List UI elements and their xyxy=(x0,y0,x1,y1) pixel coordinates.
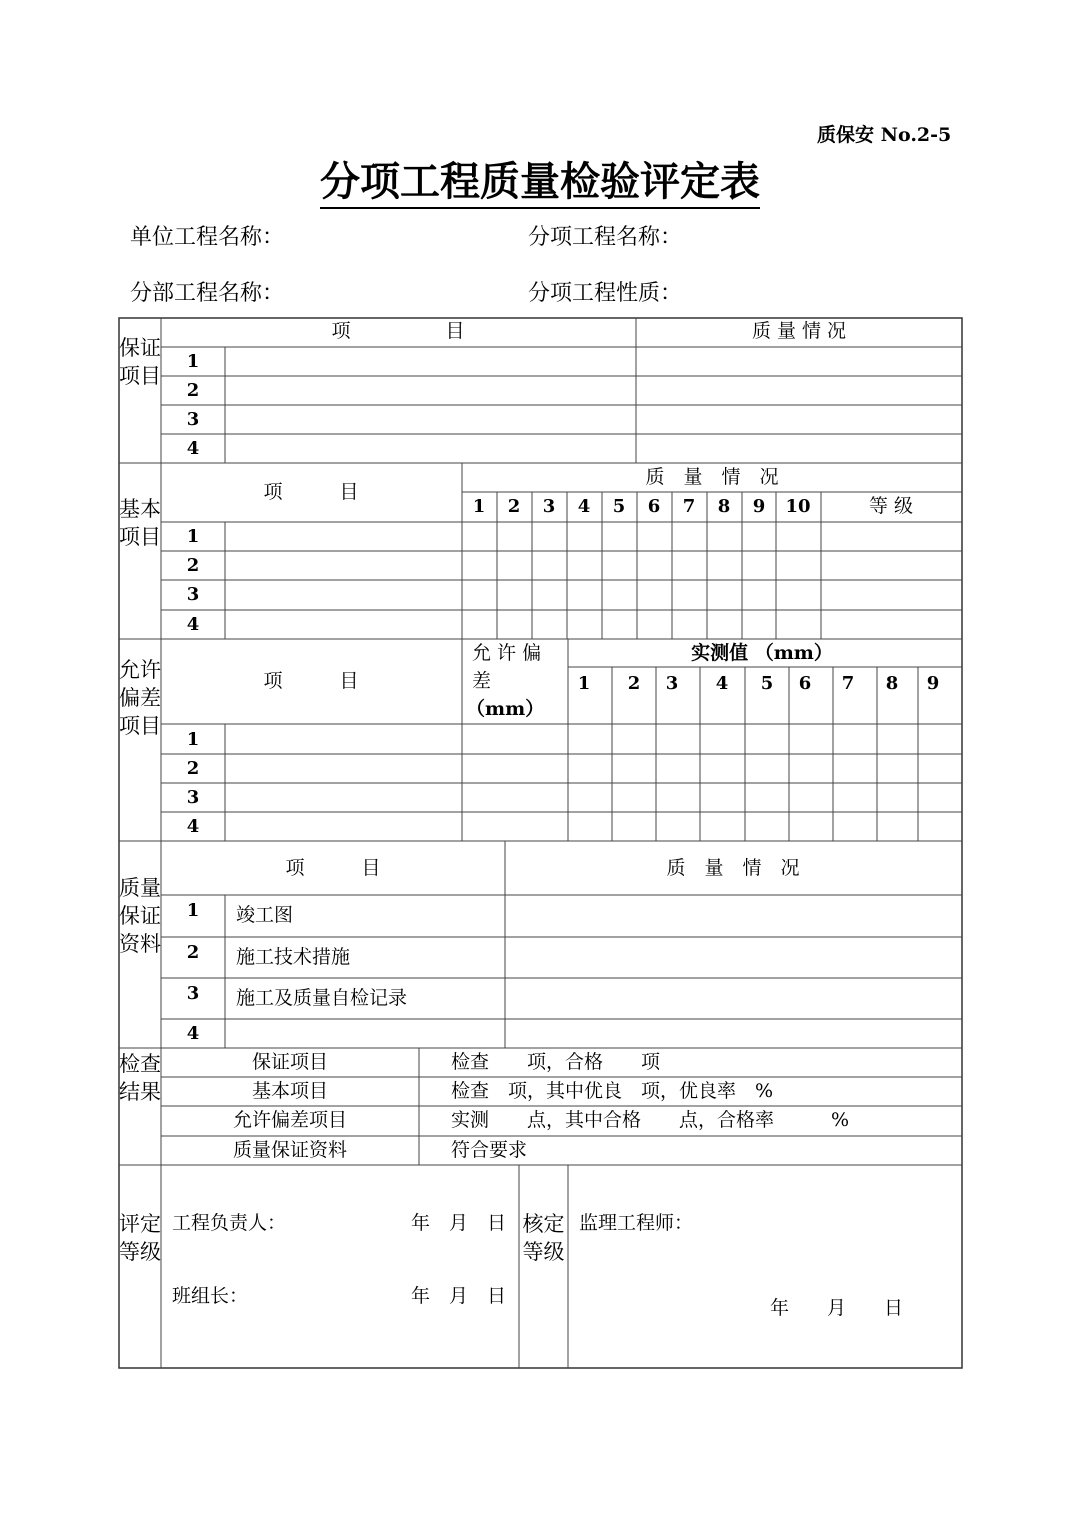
tolerance-col-number: 7 xyxy=(841,673,855,694)
results-side-label: 检查结果 xyxy=(119,1052,161,1104)
results-row-label: 保证项目 xyxy=(251,1051,329,1073)
guarantee-row-no: 3 xyxy=(186,409,200,430)
title-text: 分项工程质量检验评定表 xyxy=(320,158,760,209)
guarantee-col-item: 项 目 xyxy=(331,320,465,342)
basic-col-number: 7 xyxy=(682,496,696,517)
results-row-text: 符合要求 xyxy=(451,1139,528,1161)
guarantee-col-quality: 质 量 情 况 xyxy=(751,320,847,342)
evaluation-side-label: 评定等级 xyxy=(119,1212,161,1264)
basic-col-number: 3 xyxy=(542,496,556,517)
basic-col-quality: 质 量 情 况 xyxy=(645,466,779,488)
tolerance-col-allow: 差 xyxy=(472,670,492,692)
document-number: 质保安 No.2-5 xyxy=(817,124,952,146)
tolerance-side-label: 允许偏差项目 xyxy=(119,658,161,738)
basic-row-no: 4 xyxy=(186,614,200,635)
basic-col-number: 5 xyxy=(612,496,626,517)
basic-col-number: 2 xyxy=(507,496,521,517)
tolerance-col-allow: 允 许 偏 xyxy=(472,642,542,664)
documents-row-name: 施工技术措施 xyxy=(236,946,351,968)
documents-col-quality: 质 量 情 况 xyxy=(666,857,800,879)
basic-col-grade: 等 级 xyxy=(868,495,914,517)
unit-project-label: 单位工程名称： xyxy=(130,225,285,250)
tolerance-row-no: 4 xyxy=(186,816,200,837)
tolerance-col-measured: 实测值 （mm） xyxy=(691,642,833,664)
basic-row-no: 2 xyxy=(186,555,200,576)
basic-col-number: 4 xyxy=(577,496,591,517)
sub-item-nature-label: 分项工程性质： xyxy=(528,281,683,306)
tolerance-col-number: 5 xyxy=(760,673,774,694)
tolerance-col-number: 4 xyxy=(715,673,729,694)
basic-row-no: 1 xyxy=(186,526,200,547)
documents-row-no: 3 xyxy=(186,983,200,1004)
results-row-label: 允许偏差项目 xyxy=(232,1109,348,1131)
supervisor-date: 年 月 日 xyxy=(770,1297,904,1319)
verify-side-label: 核定等级 xyxy=(522,1212,565,1264)
guarantee-row-no: 4 xyxy=(186,438,200,459)
tolerance-col-number: 1 xyxy=(577,673,591,694)
documents-row-name: 竣工图 xyxy=(236,904,294,926)
tolerance-col-number: 3 xyxy=(665,673,679,694)
tolerance-col-number: 8 xyxy=(885,673,899,694)
tolerance-col-item: 项 目 xyxy=(263,670,359,692)
tolerance-col-number: 9 xyxy=(926,673,940,694)
documents-row-no: 2 xyxy=(186,942,200,963)
basic-col-number: 8 xyxy=(717,496,731,517)
tolerance-row-no: 1 xyxy=(186,729,200,750)
page-title xyxy=(0,150,1080,207)
tolerance-row-no: 3 xyxy=(186,787,200,808)
results-row-label: 质量保证资料 xyxy=(232,1139,348,1161)
results-row-text: 检查 项，合格 项 xyxy=(451,1051,661,1073)
tolerance-col-allow-unit: （mm） xyxy=(466,698,545,720)
guarantee-row-no: 1 xyxy=(186,351,200,372)
sub-item-project-label: 分项工程名称： xyxy=(528,225,683,250)
guarantee-side-label: 保证项目 xyxy=(119,336,161,388)
division-project-label: 分部工程名称： xyxy=(130,281,285,306)
tolerance-col-number: 2 xyxy=(627,673,641,694)
project-lead-date: 年 月 日 xyxy=(411,1212,507,1234)
basic-col-number: 1 xyxy=(472,496,486,517)
team-lead-label: 班组长： xyxy=(172,1285,249,1307)
documents-col-item: 项 目 xyxy=(285,857,381,879)
guarantee-row-no: 2 xyxy=(186,380,200,401)
project-lead-label: 工程负责人： xyxy=(172,1212,287,1234)
supervisor-label: 监理工程师： xyxy=(579,1212,694,1234)
documents-row-no: 1 xyxy=(186,900,200,921)
results-row-text: 实测 点，其中合格 点，合格率 % xyxy=(451,1109,850,1131)
basic-col-number: 9 xyxy=(752,496,766,517)
team-lead-date: 年 月 日 xyxy=(411,1285,507,1307)
tolerance-row-no: 2 xyxy=(186,758,200,779)
basic-row-no: 3 xyxy=(186,584,200,605)
basic-col-item: 项 目 xyxy=(263,481,359,503)
basic-col-number: 10 xyxy=(785,496,811,517)
documents-row-name: 施工及质量自检记录 xyxy=(236,987,408,1009)
results-row-label: 基本项目 xyxy=(251,1080,329,1102)
documents-side-label: 质量保证资料 xyxy=(119,876,161,956)
basic-col-number: 6 xyxy=(647,496,661,517)
documents-row-no: 4 xyxy=(186,1023,200,1044)
results-row-text: 检查 项，其中优良 项，优良率 % xyxy=(451,1080,774,1102)
tolerance-col-number: 6 xyxy=(798,673,812,694)
basic-side-label: 基本项目 xyxy=(119,497,161,549)
